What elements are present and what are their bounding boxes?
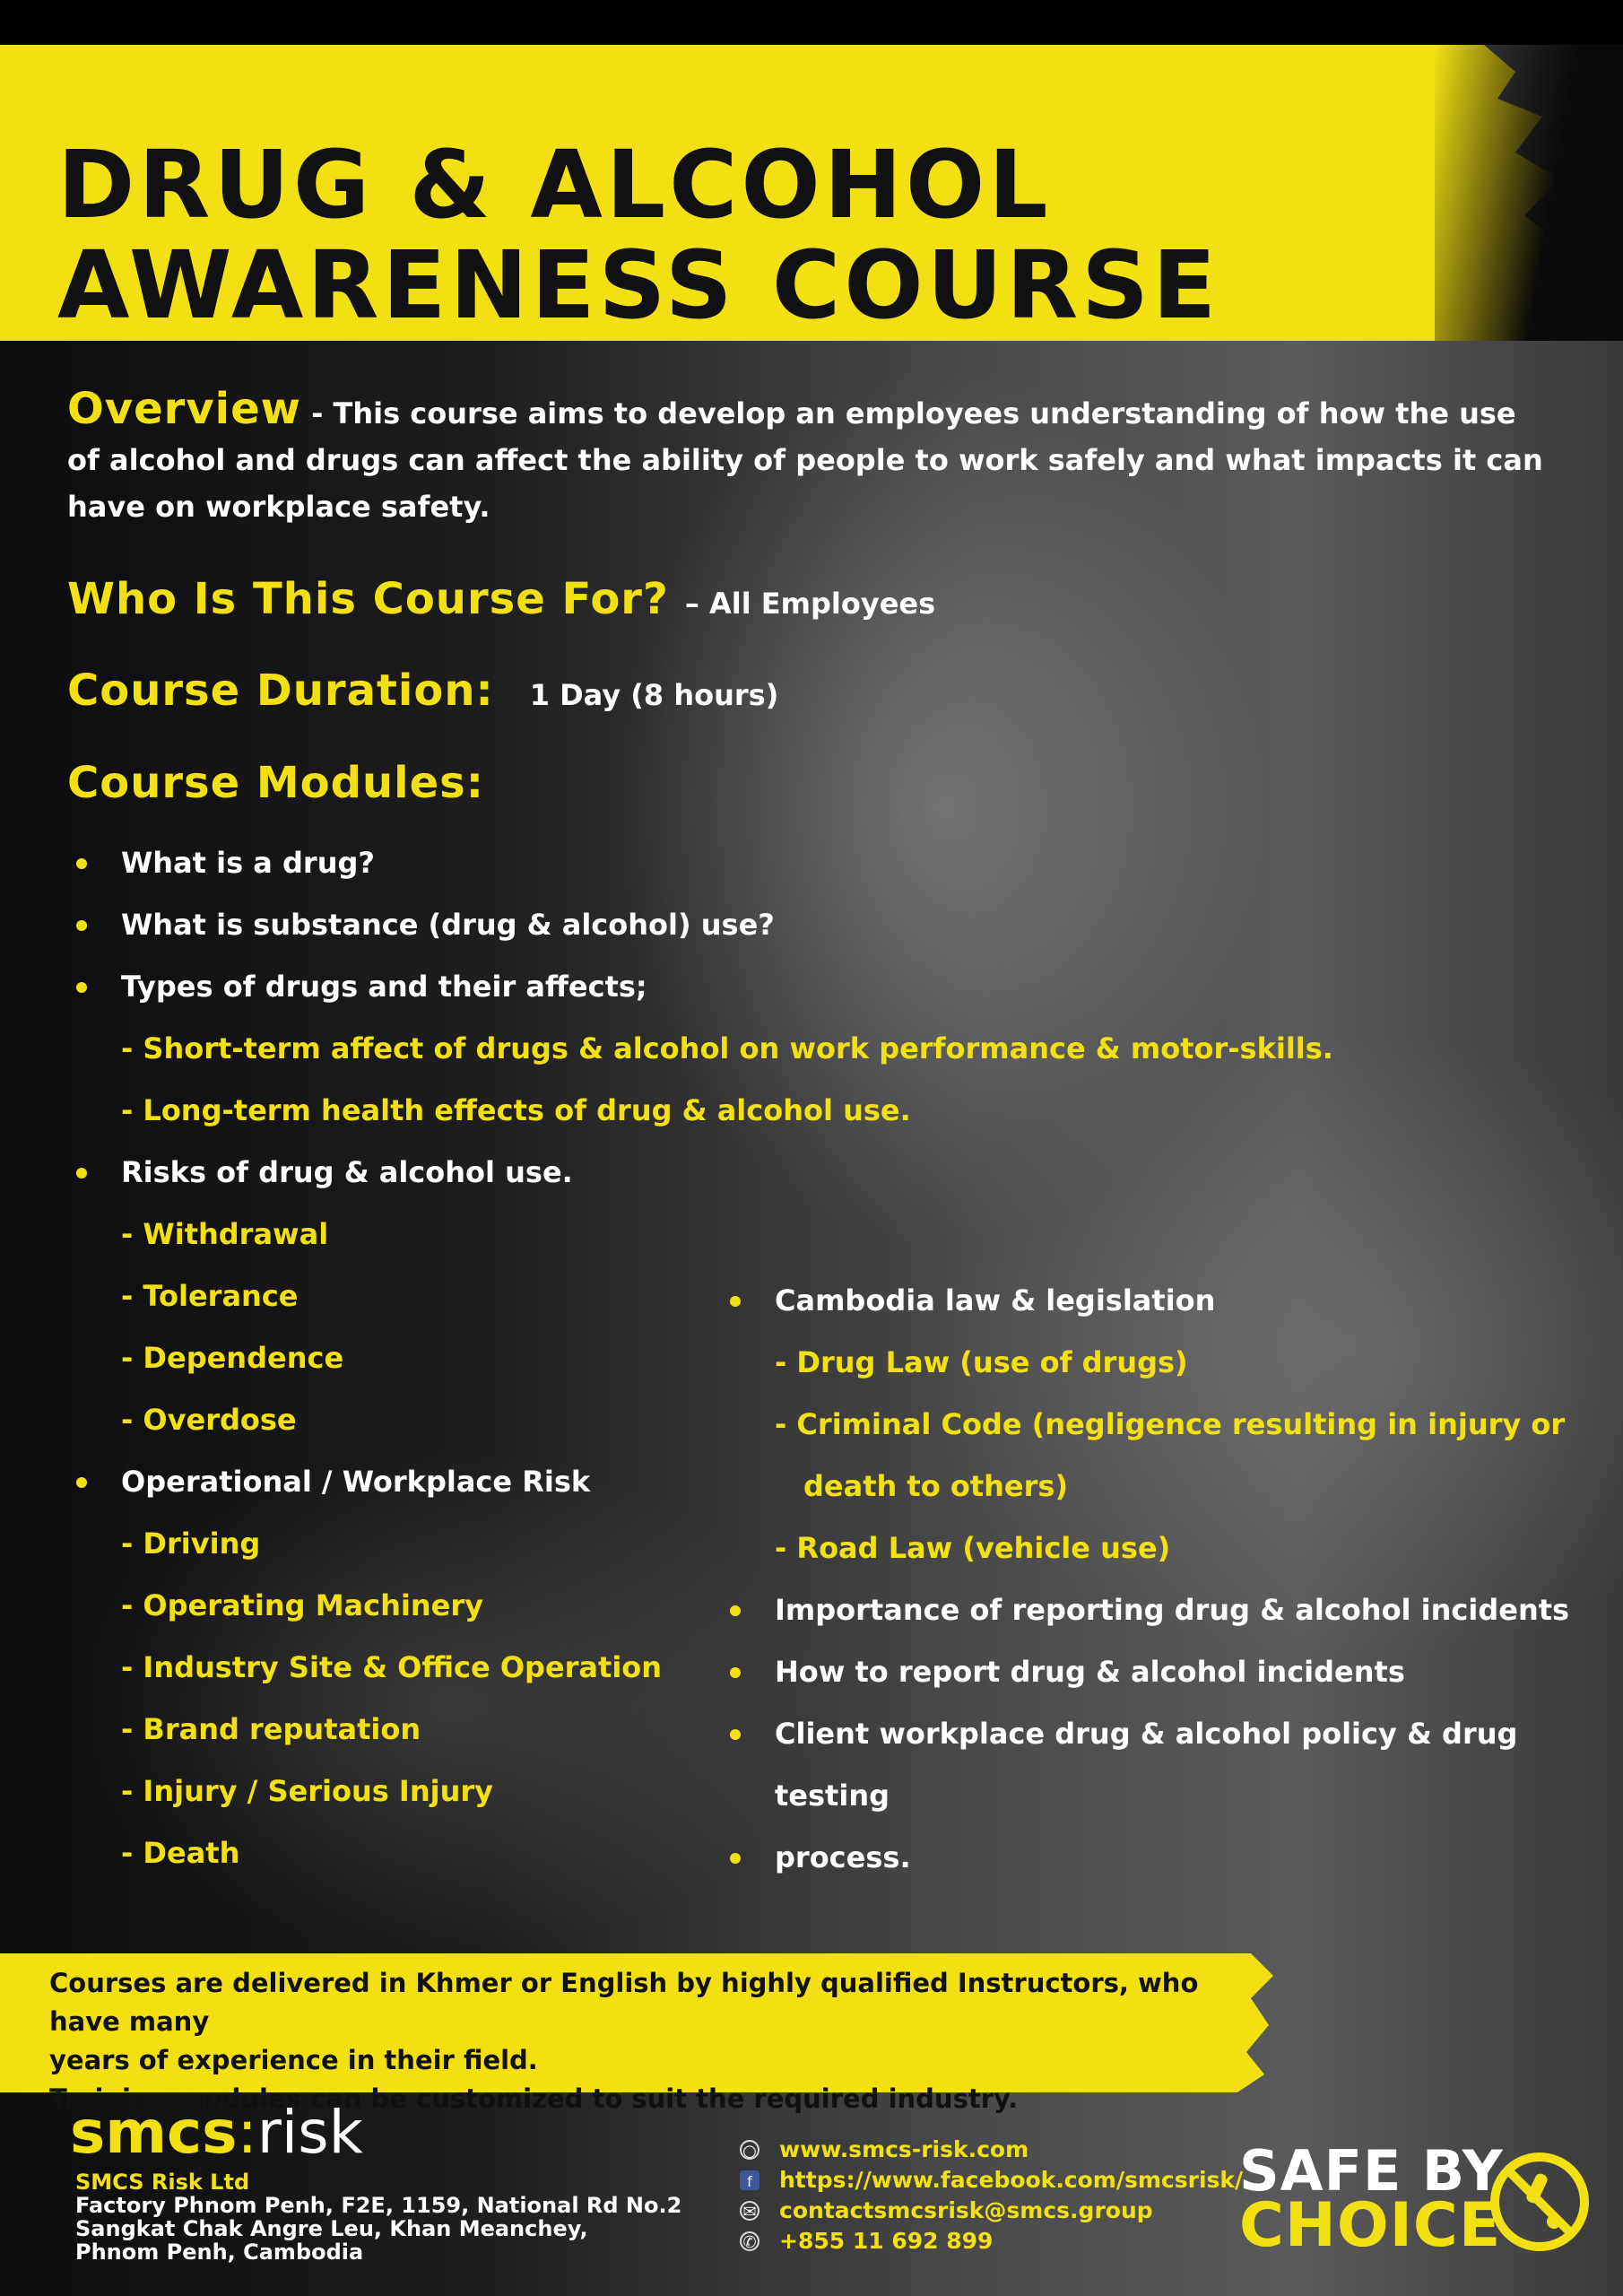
audience-value: – All Employees	[684, 587, 936, 621]
list-subitem: death to others)	[803, 1469, 1069, 1503]
phone-number[interactable]: +855 11 692 899	[779, 2228, 994, 2254]
title-line-2: AWARENESS COURSE	[57, 230, 1220, 340]
list-subitem: - Criminal Code (negligence resulting in injury or	[775, 1407, 1566, 1441]
list-subitem: - Dependence	[121, 1341, 344, 1375]
overview-section	[67, 386, 1556, 530]
list-subitem: - Tolerance	[121, 1279, 299, 1313]
delivery-text	[49, 1964, 1251, 2118]
company-logo	[70, 2098, 363, 2167]
overview-text: - This course aims to develop an employees understanding of how the use of alcohol and drugs can affect the ability of people to work safely and what impacts it can have on workplace safety.	[67, 396, 1543, 524]
title-line-1: DRUG & ALCOHOL	[57, 130, 1052, 239]
delivery-line-3: Training modules can be customized to suit the required industry.	[49, 2083, 1019, 2114]
address-line-1: Factory Phnom Penh, F2E, 1159, National Rd No.2	[75, 2193, 682, 2218]
list-item: What is a drug?	[67, 832, 1333, 894]
list-subitem: - Brand reputation	[121, 1712, 421, 1746]
safe-by-choice-badge	[1239, 2138, 1598, 2261]
delivery-line-2: years of experience in their field.	[49, 2045, 538, 2075]
email-link[interactable]: contactsmcsrisk@smcs.group	[779, 2197, 1153, 2223]
contact-list	[740, 2135, 1243, 2257]
list-item: Risks of drug & alcohol use.	[67, 1142, 1333, 1204]
logo-part-2: :	[237, 2098, 257, 2167]
list-item-continuation	[721, 1827, 1623, 1889]
top-bar	[0, 0, 1623, 45]
brush-stroke	[1435, 45, 1623, 341]
audience-section	[67, 574, 935, 624]
list-item: Cambodia law & legislation	[721, 1270, 1623, 1332]
facebook-row	[740, 2165, 1243, 2196]
continuation-text: process.	[775, 1840, 911, 1874]
list-item: Operational / Workplace Risk	[67, 1451, 1333, 1513]
website-link[interactable]: www.smcs-risk.com	[779, 2136, 1029, 2162]
list-subitem: - Injury / Serious Injury	[121, 1774, 493, 1808]
logo-part-3: risk	[256, 2098, 363, 2167]
badge-line-2: CHOICE	[1239, 2190, 1502, 2261]
no-drugs-icon	[1486, 2148, 1593, 2256]
list-subitem: - Drug Law (use of drugs)	[775, 1345, 1188, 1379]
company-name: SMCS Risk Ltd	[75, 2170, 250, 2195]
list-subitem: - Short-term affect of drugs & alcohol on work performance & motor-skills.	[121, 1031, 1333, 1065]
duration-value: 1 Day (8 hours)	[529, 678, 779, 712]
phone-row	[740, 2226, 1243, 2257]
list-subitem: - Withdrawal	[121, 1217, 329, 1251]
globe-icon: ○	[740, 2140, 759, 2160]
modules-section	[67, 758, 500, 808]
facebook-icon: f	[740, 2170, 759, 2190]
list-item: What is substance (drug & alcohol) use?	[67, 894, 1333, 956]
duration-section	[67, 665, 778, 716]
page-title	[57, 130, 1220, 340]
logo-part-1: smcs	[70, 2098, 238, 2167]
list-item: How to report drug & alcohol incidents	[721, 1641, 1623, 1703]
list-subitem: - Driving	[121, 1526, 261, 1561]
list-subitem: - Long-term health effects of drug & alcohol use.	[121, 1093, 911, 1127]
list-subitem: - Industry Site & Office Operation	[121, 1650, 663, 1684]
badge-line-1: SAFE BY	[1239, 2138, 1504, 2204]
email-row	[740, 2196, 1243, 2226]
facebook-link[interactable]: https://www.facebook.com/smcsrisk/	[779, 2167, 1244, 2193]
list-item: Importance of reporting drug & alcohol incidents	[721, 1579, 1623, 1641]
audience-heading: Who Is This Course For?	[67, 574, 669, 624]
address-line-2: Sangkat Chak Angre Leu, Khan Meanchey,	[75, 2216, 588, 2241]
phone-icon: ✆	[740, 2231, 759, 2251]
list-subitem: - Overdose	[121, 1403, 297, 1437]
duration-heading: Course Duration:	[67, 665, 494, 716]
modules-list-right	[721, 1270, 1623, 1889]
company-info	[75, 2170, 681, 2264]
email-icon: ✉	[740, 2201, 759, 2221]
overview-heading: Overview	[67, 384, 301, 434]
website-row	[740, 2135, 1243, 2165]
modules-heading: Course Modules:	[67, 758, 484, 808]
list-item: Client workplace drug & alcohol policy & drug testing	[721, 1703, 1623, 1827]
list-subitem: - Road Law (vehicle use)	[775, 1531, 1171, 1565]
delivery-line-1: Courses are delivered in Khmer or English by highly qualified Instructors, who have many	[49, 1968, 1199, 2037]
list-subitem: - Death	[121, 1836, 240, 1870]
address-line-3: Phnom Penh, Cambodia	[75, 2239, 364, 2265]
list-subitem: - Operating Machinery	[121, 1588, 483, 1622]
list-item: Types of drugs and their affects;	[67, 956, 1333, 1018]
